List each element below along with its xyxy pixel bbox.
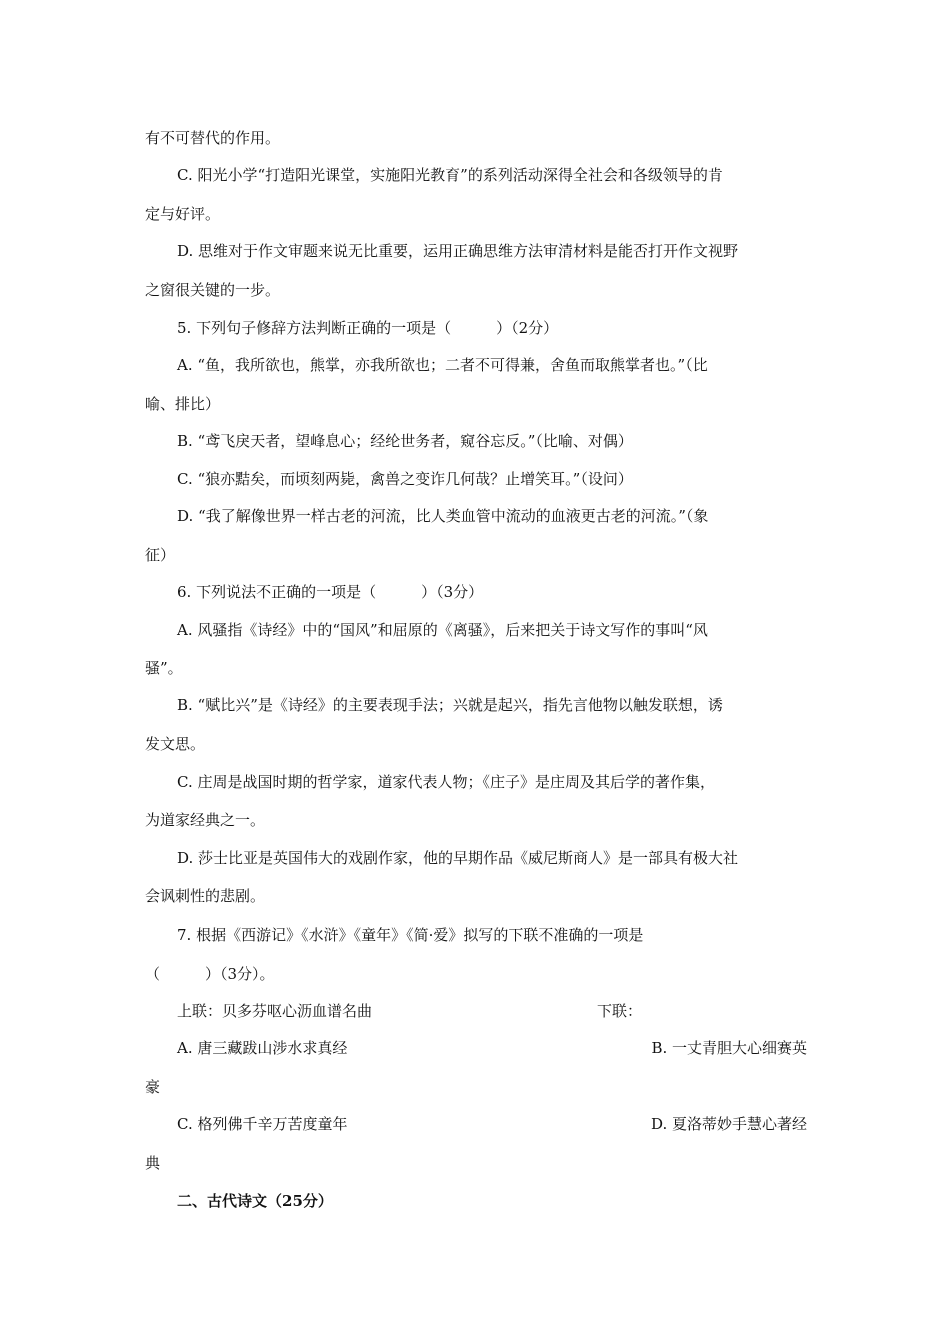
q5-option-b: B. “鸢飞戾天者，望峰息心；经纶世务者，窥谷忘反。”（比喻、对偶） [177, 432, 633, 450]
q6-option-a: A. 风骚指《诗经》中的“国风”和屈原的《离骚》，后来把关于诗文写作的事叫“风 [177, 621, 708, 639]
q5-option-a: A. “鱼，我所欲也，熊掌，亦我所欲也；二者不可得兼，舍鱼而取熊掌者也。”（比 [177, 356, 708, 374]
text-line: 骚”。 [145, 659, 183, 677]
q7-option-b: B. 一丈青胆大心细赛英 [651, 1039, 807, 1057]
text-line: 豪 [145, 1078, 161, 1096]
question-7: 7. 根据《西游记》《水浒》《童年》《简·爱》拟写的下联不准确的一项是 [177, 926, 644, 944]
q6-option-c: C. 庄周是战国时期的哲学家，道家代表人物；《庄子》是庄周及其后学的著作集， [177, 773, 715, 791]
q6-option-d: D. 莎士比亚是英国伟大的戏剧作家，他的早期作品《威尼斯商人》是一部具有极大社 [177, 849, 739, 867]
option-c-line [177, 165, 805, 185]
text-line: 典 [145, 1154, 161, 1172]
upper-couplet: 上联：贝多芬呕心沥血谱名曲 [177, 1002, 373, 1020]
text-line: 有不可替代的作用。 [145, 129, 281, 147]
q7-option-a: A. 唐三藏跋山涉水求真经 [177, 1039, 348, 1057]
text-line: 定与好评。 [145, 205, 221, 223]
q6-option-b: B. “赋比兴”是《诗经》的主要表现手法；兴就是起兴，指先言他物以触发联想，诱 [177, 696, 723, 714]
text-line: 发文思。 [145, 735, 206, 753]
q7-option-d: D. 夏洛蒂妙手慧心著经 [650, 1115, 807, 1133]
q5-option-c: C. “狼亦黠矣，而顷刻两毙，禽兽之变诈几何哉？止增笑耳。”（设问） [177, 470, 633, 488]
q5-option-d: D. “我了解像世界一样古老的河流，比人类血管中流动的血液更古老的河流。”（象 [177, 507, 709, 525]
text-line: 会讽刺性的悲剧。 [145, 887, 266, 905]
option-c-text: C. 阳光小学“打造阳光课堂，实施阳光教育”的系列活动深得全社会和各级领导的肯 [177, 166, 723, 184]
lower-couplet-label: 下联： [597, 1002, 643, 1020]
question-6: 6. 下列说法不正确的一项是（ ）（3分） [177, 583, 484, 601]
text-line: （ ）（3分）。 [145, 965, 275, 983]
text-line: 为道家经典之一。 [145, 811, 266, 829]
option-d-line: D. 思维对于作文审题来说无比重要，运用正确思维方法审清材料是能否打开作文视野 [177, 242, 739, 260]
question-5: 5. 下列句子修辞方法判断正确的一项是（ ）（2分） [177, 319, 559, 337]
text-line: 征） [145, 546, 176, 564]
text-line: 之窗很关键的一步。 [145, 281, 281, 299]
text-line: 喻、排比） [145, 395, 221, 413]
section-heading: 二、古代诗文（25分） [177, 1192, 333, 1210]
q7-option-c: C. 格列佛千辛万苦度童年 [177, 1115, 348, 1133]
